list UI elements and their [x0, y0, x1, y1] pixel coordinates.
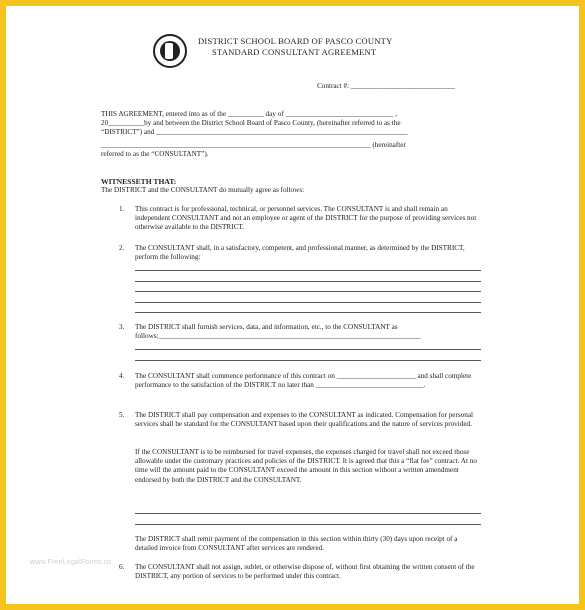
- clause-5-travel-paragraph: If the CONSULTANT is to be reimbursed for travel expenses, the expenses charged for travel shall not exceed those allowable under the customary practices and policies of the DISTRICT. It is agreed that this a “flat fee” contract. At no time will the amount paid to the CONSULTANT exceed the amount in this section without a written amendment endorsed by both the DISTRICT and the CONSULTANT.: [135, 448, 477, 484]
- watermark-text: www.FreeLegalForms.us: [30, 559, 112, 566]
- clause-3-blank-lines: [135, 341, 481, 362]
- witness-title: WITNESSETH THAT:: [101, 177, 177, 186]
- header-agreement-title: STANDARD CONSULTANT AGREEMENT: [212, 47, 377, 57]
- clause-number: 2.: [119, 244, 125, 252]
- clause-5-blank-lines: [135, 505, 481, 526]
- agreement-line: ___________________________________________________________________________ (hereinafter: [101, 140, 406, 149]
- clause-5-payment-paragraph: The DISTRICT shall remit payment of the compensation in this section within thirty (30) days upon receipt of a detailed invoice from CONSULTANT after services are rendered.: [135, 535, 458, 553]
- clause-text: This contract is for professional, technical, or personnel services. The CONSULTANT is and shall remain an independent CONSULTANT and not an employee or agent of the DISTRICT for the purpose of providing services not otherwise available to the DISTRICT.: [135, 205, 477, 232]
- agreement-line: referred to as the “CONSULTANT”).: [101, 149, 209, 158]
- clause-text: The DISTRICT shall furnish services, data, and information, etc., to the CONSULTANT as follows:_________________________________________________________________________: [135, 323, 421, 341]
- clause-text: The CONSULTANT shall not assign, sublet, or otherwise dispose of, without first obtaining the written consent of the DISTRICT, any portion of services to be performed under this contract.: [135, 563, 475, 581]
- district-seal-logo: [153, 34, 187, 68]
- clause-number: 5.: [119, 411, 125, 419]
- clause-text: The CONSULTANT shall, in a satisfactory, competent, and professional manner, as determined by the DISTRICT, perform the following:: [135, 244, 465, 262]
- clause-number: 1.: [119, 205, 125, 213]
- header-district-name: DISTRICT SCHOOL BOARD OF PASCO COUNTY: [198, 36, 393, 46]
- clause-number: 3.: [119, 323, 125, 331]
- clause-2-blank-lines: [135, 262, 481, 315]
- document-header: [153, 34, 453, 78]
- agreement-line: “DISTRICT”) and ______________________________________________________________________: [101, 128, 408, 137]
- clause-number: 6.: [119, 563, 125, 571]
- witness-section: [101, 177, 304, 195]
- clause-number: 4.: [119, 372, 125, 380]
- agreement-line: THIS AGREEMENT, entered into as of the __________ day of ______________________________ ,: [101, 110, 397, 118]
- agreement-paragraph: [101, 110, 481, 159]
- clause-text: The DISTRICT shall pay compensation and expenses to the CONSULTANT as indicated. Compensation for personal services shall be standard for the CONSULTANT based upon their qualifications and the nature of services provided.: [135, 411, 474, 429]
- contract-number-field: Contract #: _____________________________: [317, 82, 456, 90]
- agreement-line: 20__________by and between the District School Board of Pasco County, (hereinafter referred to as the: [101, 119, 401, 128]
- document-page: [6, 6, 579, 604]
- clause-text: The CONSULTANT shall commence performance of this contract on ______________________ and shall complete performance to the satisfaction of the DISTRICT no later than ______________________________.: [135, 372, 472, 390]
- witness-intro: The DISTRICT and the CONSULTANT do mutually agree as follows:: [101, 186, 305, 195]
